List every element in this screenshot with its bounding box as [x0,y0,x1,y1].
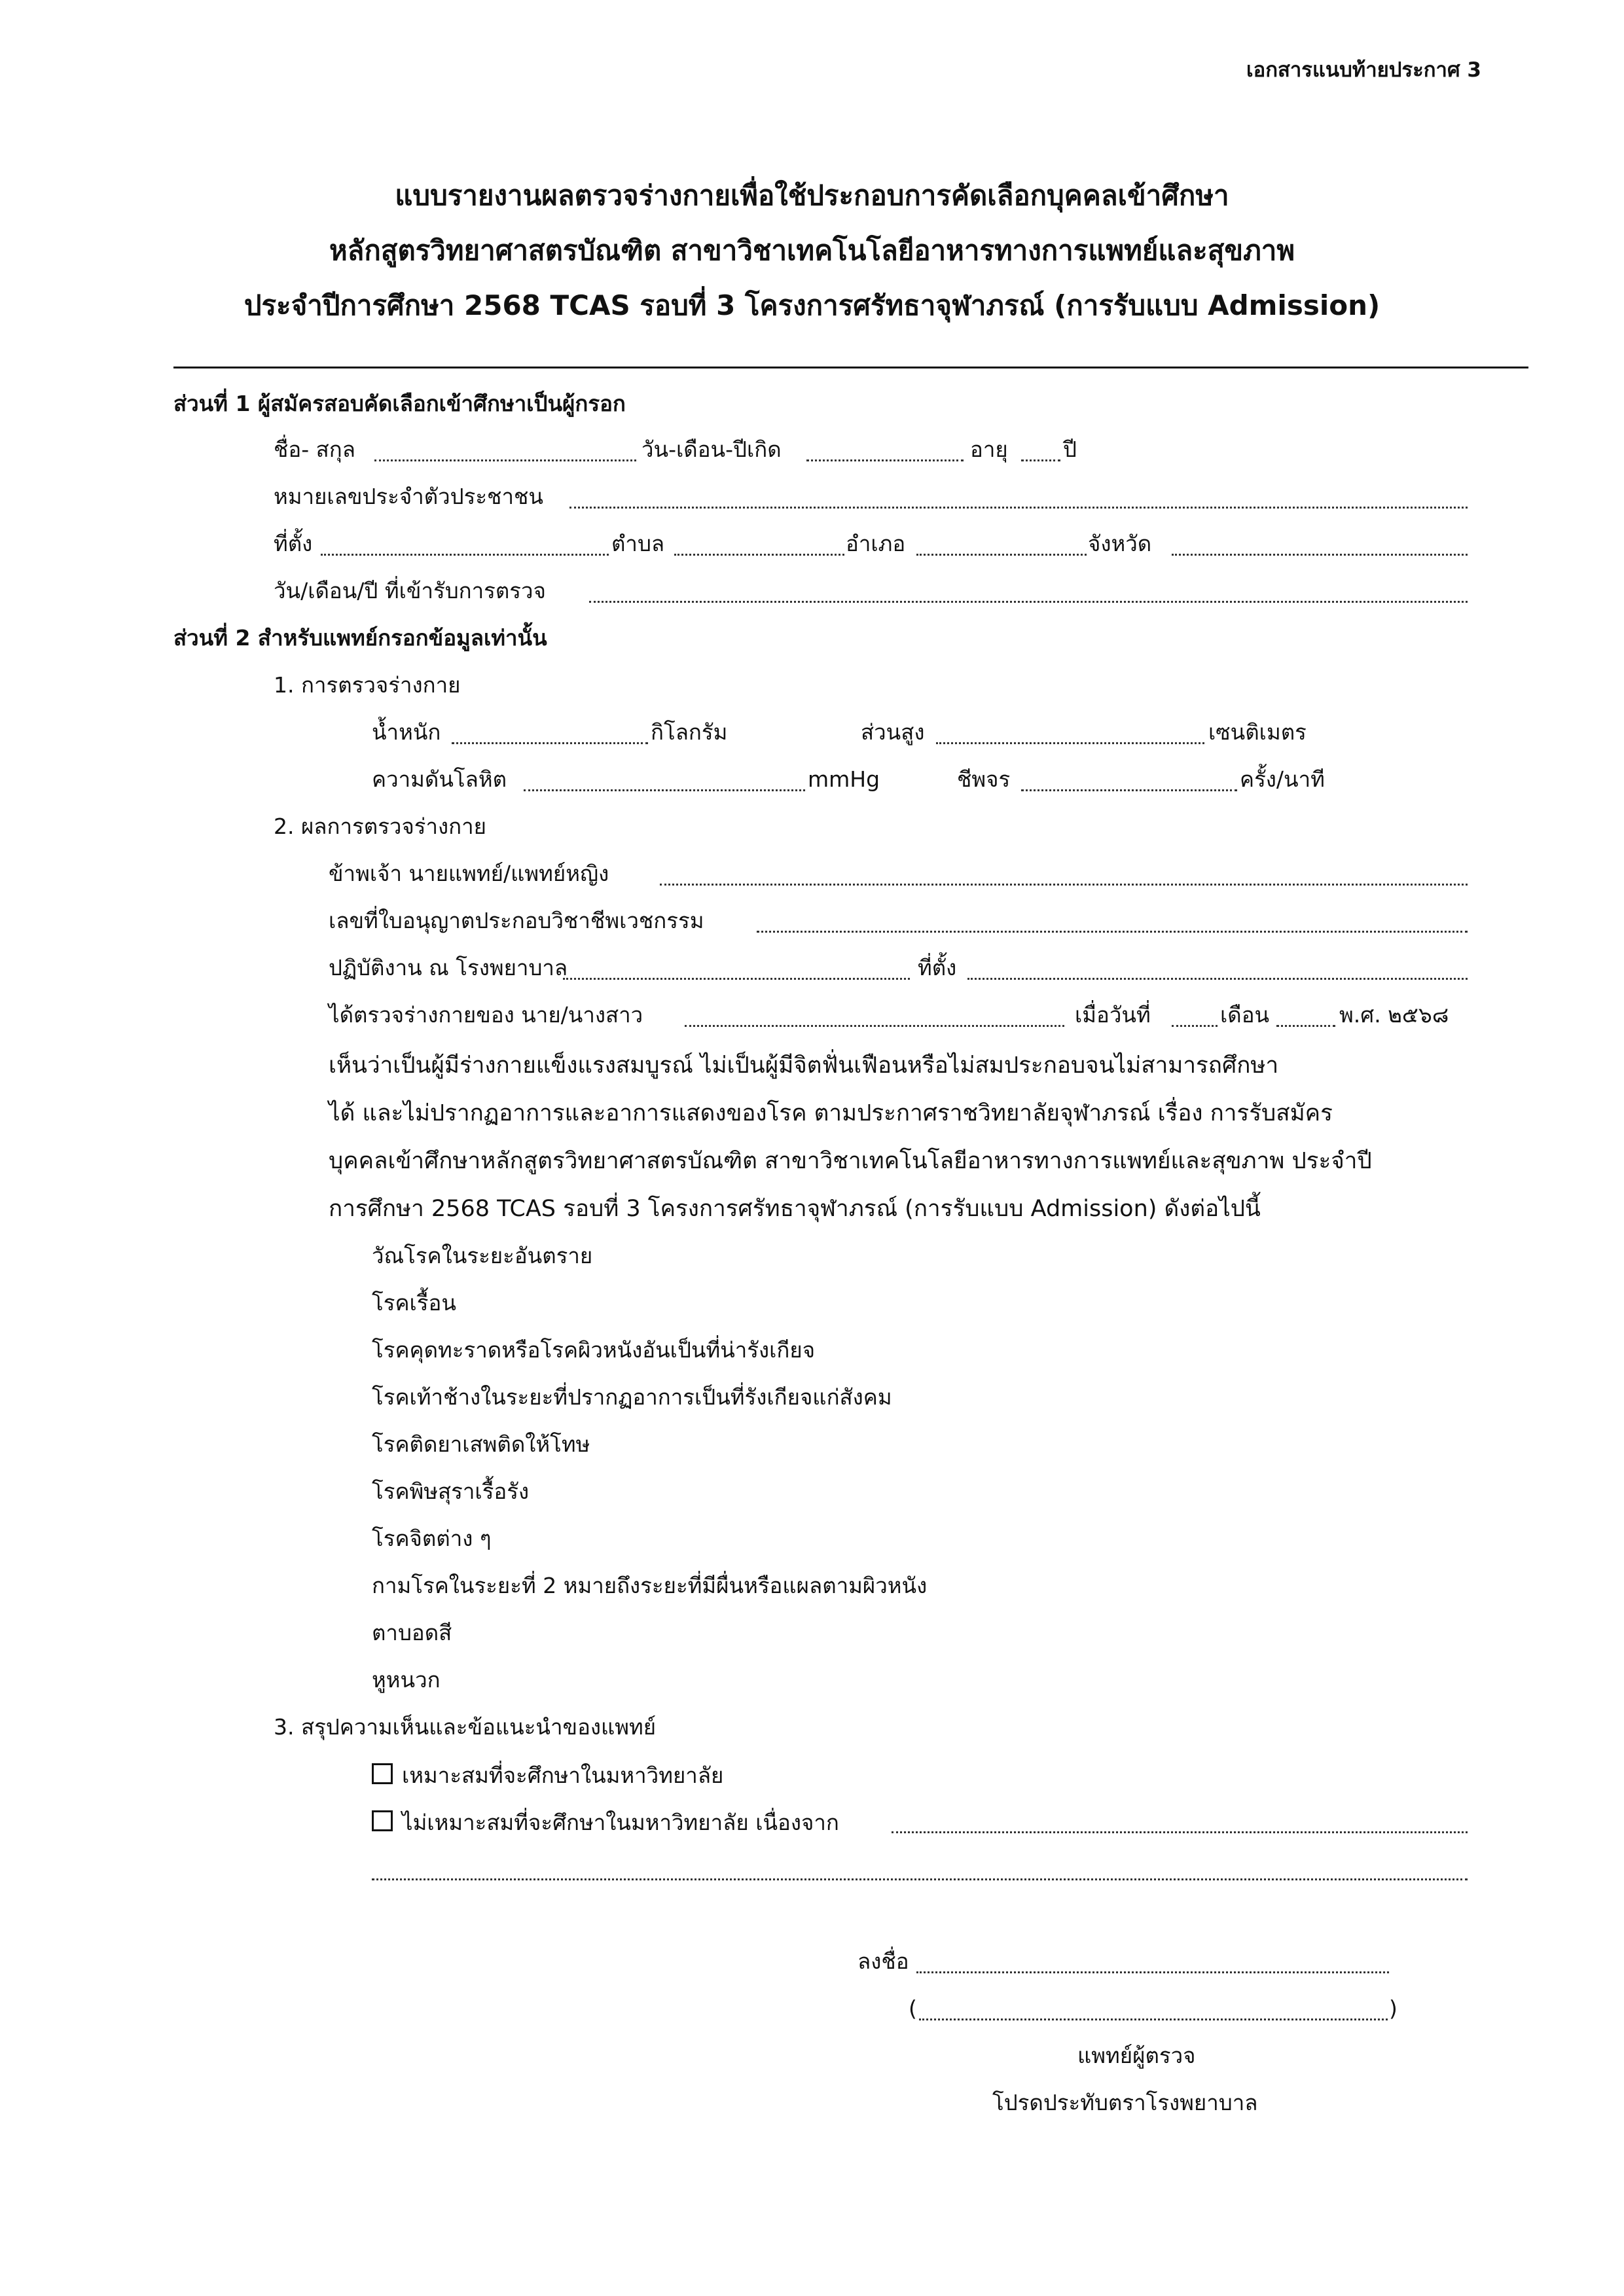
doctor-name-field[interactable] [660,884,1468,886]
weight-field[interactable] [452,742,648,744]
section1-heading: 1. การตรวจร่างกาย [274,672,461,698]
id-field[interactable] [569,507,1468,509]
height-unit: เซนติเมตร [1208,719,1307,745]
section3-heading: 3. สรุปความเห็นและข้อแนะนำของแพทย์ [274,1714,657,1740]
disease-item: โรคจิตต่าง ๆ [372,1526,492,1551]
disease-item: โรคติดยาเสพติดให้โทษ [372,1431,590,1457]
unsuitable-reason-field[interactable] [892,1831,1468,1833]
age-label: อายุ [970,437,1008,462]
disease-item: โรคเท้าช้างในระยะที่ปรากฏอาการเป็นที่รังเกียจแก่สังคม [372,1384,892,1410]
subdistrict-field[interactable] [674,554,844,556]
weight-unit: กิโลกรัม [651,719,728,745]
pulse-field[interactable] [1021,789,1237,791]
height-field[interactable] [936,742,1204,744]
statement-line: บุคคลเข้าศึกษาหลักสูตรวิทยาศาสตรบัณฑิต สาขาวิชาเทคโนโลยีอาหารทางการแพทย์และสุขภาพ ประจำปี [329,1148,1372,1174]
sign-label: ลงชื่อ [857,1948,909,1974]
paren-open: ( [909,1996,917,2021]
signer-name-field[interactable] [919,2018,1388,2020]
year-label: พ.ศ. ๒๕๖๘ [1339,1002,1449,1028]
hospital-address-label: ที่ตั้ง [918,955,957,980]
birth-date-field[interactable] [806,459,964,461]
signature-field[interactable] [916,1971,1389,1973]
date-label: เมื่อวันที่ [1075,1002,1151,1028]
header-divider [173,367,1528,368]
disease-item: โรคพิษสุราเรื้อรัง [372,1479,530,1504]
hospital-field[interactable] [563,978,910,980]
name-field[interactable] [374,459,636,461]
statement-line: เห็นว่าเป็นผู้มีร่างกายแข็งแรงสมบูรณ์ ไม่เป็นผู้มีจิตฟั่นเฟือนหรือไม่สมประกอบจนไม่สามารถศึกษา [329,1052,1279,1079]
annex-label: เอกสารแนบท้ายประกาศ 3 [1246,58,1481,82]
title-line-3: ประจำปีการศึกษา 2568 TCAS รอบที่ 3 โครงการศรัทธาจุฬาภรณ์ (การรับแบบ Admission) [244,289,1380,321]
disease-item: โรคเรื้อน [372,1290,456,1316]
examined-label: ได้ตรวจร่างกายของ นาย/นางสาว [329,1002,643,1028]
bp-field[interactable] [524,789,805,791]
age-field[interactable] [1021,459,1060,461]
exam-date-label: วัน/เดือน/ปี ที่เข้ารับการตรวจ [274,578,546,603]
weight-label: น้ำหนัก [372,719,441,745]
month-field[interactable] [1276,1025,1335,1027]
statement-line: การศึกษา 2568 TCAS รอบที่ 3 โครงการศรัทธาจุฬาภรณ์ (การรับแบบ Admission) ดังต่อไปนี้ [329,1196,1261,1222]
month-label: เดือน [1220,1002,1270,1028]
hospital-address-field[interactable] [967,978,1468,980]
statement-line: ได้ และไม่ปรากฏอาการและอาการแสดงของโรค ตามประกาศราชวิทยาลัยจุฬาภรณ์ เรื่อง การรับสมัคร [329,1100,1333,1126]
name-label: ชื่อ- สกุล [274,437,355,462]
option-suitable-label: เหมาะสมที่จะศึกษาในมหาวิทยาลัย [402,1763,724,1788]
statement-paragraph [329,1042,1468,1233]
province-field[interactable] [1172,554,1468,556]
section2-heading: 2. ผลการตรวจร่างกาย [274,814,487,839]
province-label: จังหวัด [1088,531,1152,556]
disease-item: วัณโรคในระยะอันตราย [372,1243,593,1268]
unsuitable-reason-field-2[interactable] [372,1878,1468,1880]
hospital-label: ปฏิบัติงาน ณ โรงพยาบาล [329,955,568,980]
address-label: ที่ตั้ง [274,531,313,556]
option-unsuitable-label: ไม่เหมาะสมที่จะศึกษาในมหาวิทยาลัย เนื่องจาก [402,1810,839,1835]
day-field[interactable] [1172,1025,1218,1027]
paren-close: ) [1389,1996,1398,2021]
pulse-unit: ครั้ง/นาที [1240,766,1325,792]
part2-heading: ส่วนที่ 2 สำหรับแพทย์กรอกข้อมูลเท่านั้น [173,625,547,651]
district-field[interactable] [916,554,1087,556]
examinee-name-field[interactable] [685,1025,1064,1027]
district-label: อำเภอ [846,531,906,556]
birth-label: วัน-เดือน-ปีเกิด [641,437,782,462]
doctor-label: ข้าพเจ้า นายแพทย์/แพทย์หญิง [329,861,609,886]
disease-item: กามโรคในระยะที่ 2 หมายถึงระยะที่มีผื่นหรือแผลตามผิวหนัง [372,1573,928,1598]
subdistrict-label: ตำบล [611,531,665,556]
checkbox-unsuitable[interactable] [372,1810,393,1831]
title-line-1: แบบรายงานผลตรวจร่างกายเพื่อใช้ประกอบการคัดเลือกบุคคลเข้าศึกษา [395,179,1229,211]
license-field[interactable] [757,931,1468,933]
height-label: ส่วนสูง [861,719,925,745]
disease-item: หูหนวก [372,1667,441,1693]
exam-date-field[interactable] [589,601,1468,603]
stamp-note: โปรดประทับตราโรงพยาบาล [992,2090,1258,2115]
age-unit: ปี [1063,437,1077,462]
option-suitable [372,1763,723,1786]
address-field[interactable] [321,554,609,556]
signer-role: แพทย์ผู้ตรวจ [1077,2043,1196,2068]
option-unsuitable [372,1810,839,1833]
title-line-2: หลักสูตรวิทยาศาสตรบัณฑิต สาขาวิชาเทคโนโลยีอาหารทางการแพทย์และสุขภาพ [329,234,1295,266]
checkbox-suitable[interactable] [372,1763,393,1784]
pulse-label: ชีพจร [957,766,1011,792]
part1-heading: ส่วนที่ 1 ผู้สมัครสอบคัดเลือกเข้าศึกษาเป็นผู้กรอก [173,391,626,416]
bp-label: ความดันโลหิต [372,766,507,792]
license-label: เลขที่ใบอนุญาตประกอบวิชาชีพเวชกรรม [329,908,704,933]
disease-item: ตาบอดสี [372,1620,452,1645]
bp-unit: mmHg [808,766,880,792]
disease-item: โรคคุดทะราดหรือโรคผิวหนังอันเป็นที่น่ารังเกียจ [372,1337,816,1363]
id-label: หมายเลขประจำตัวประชาชน [274,484,543,509]
